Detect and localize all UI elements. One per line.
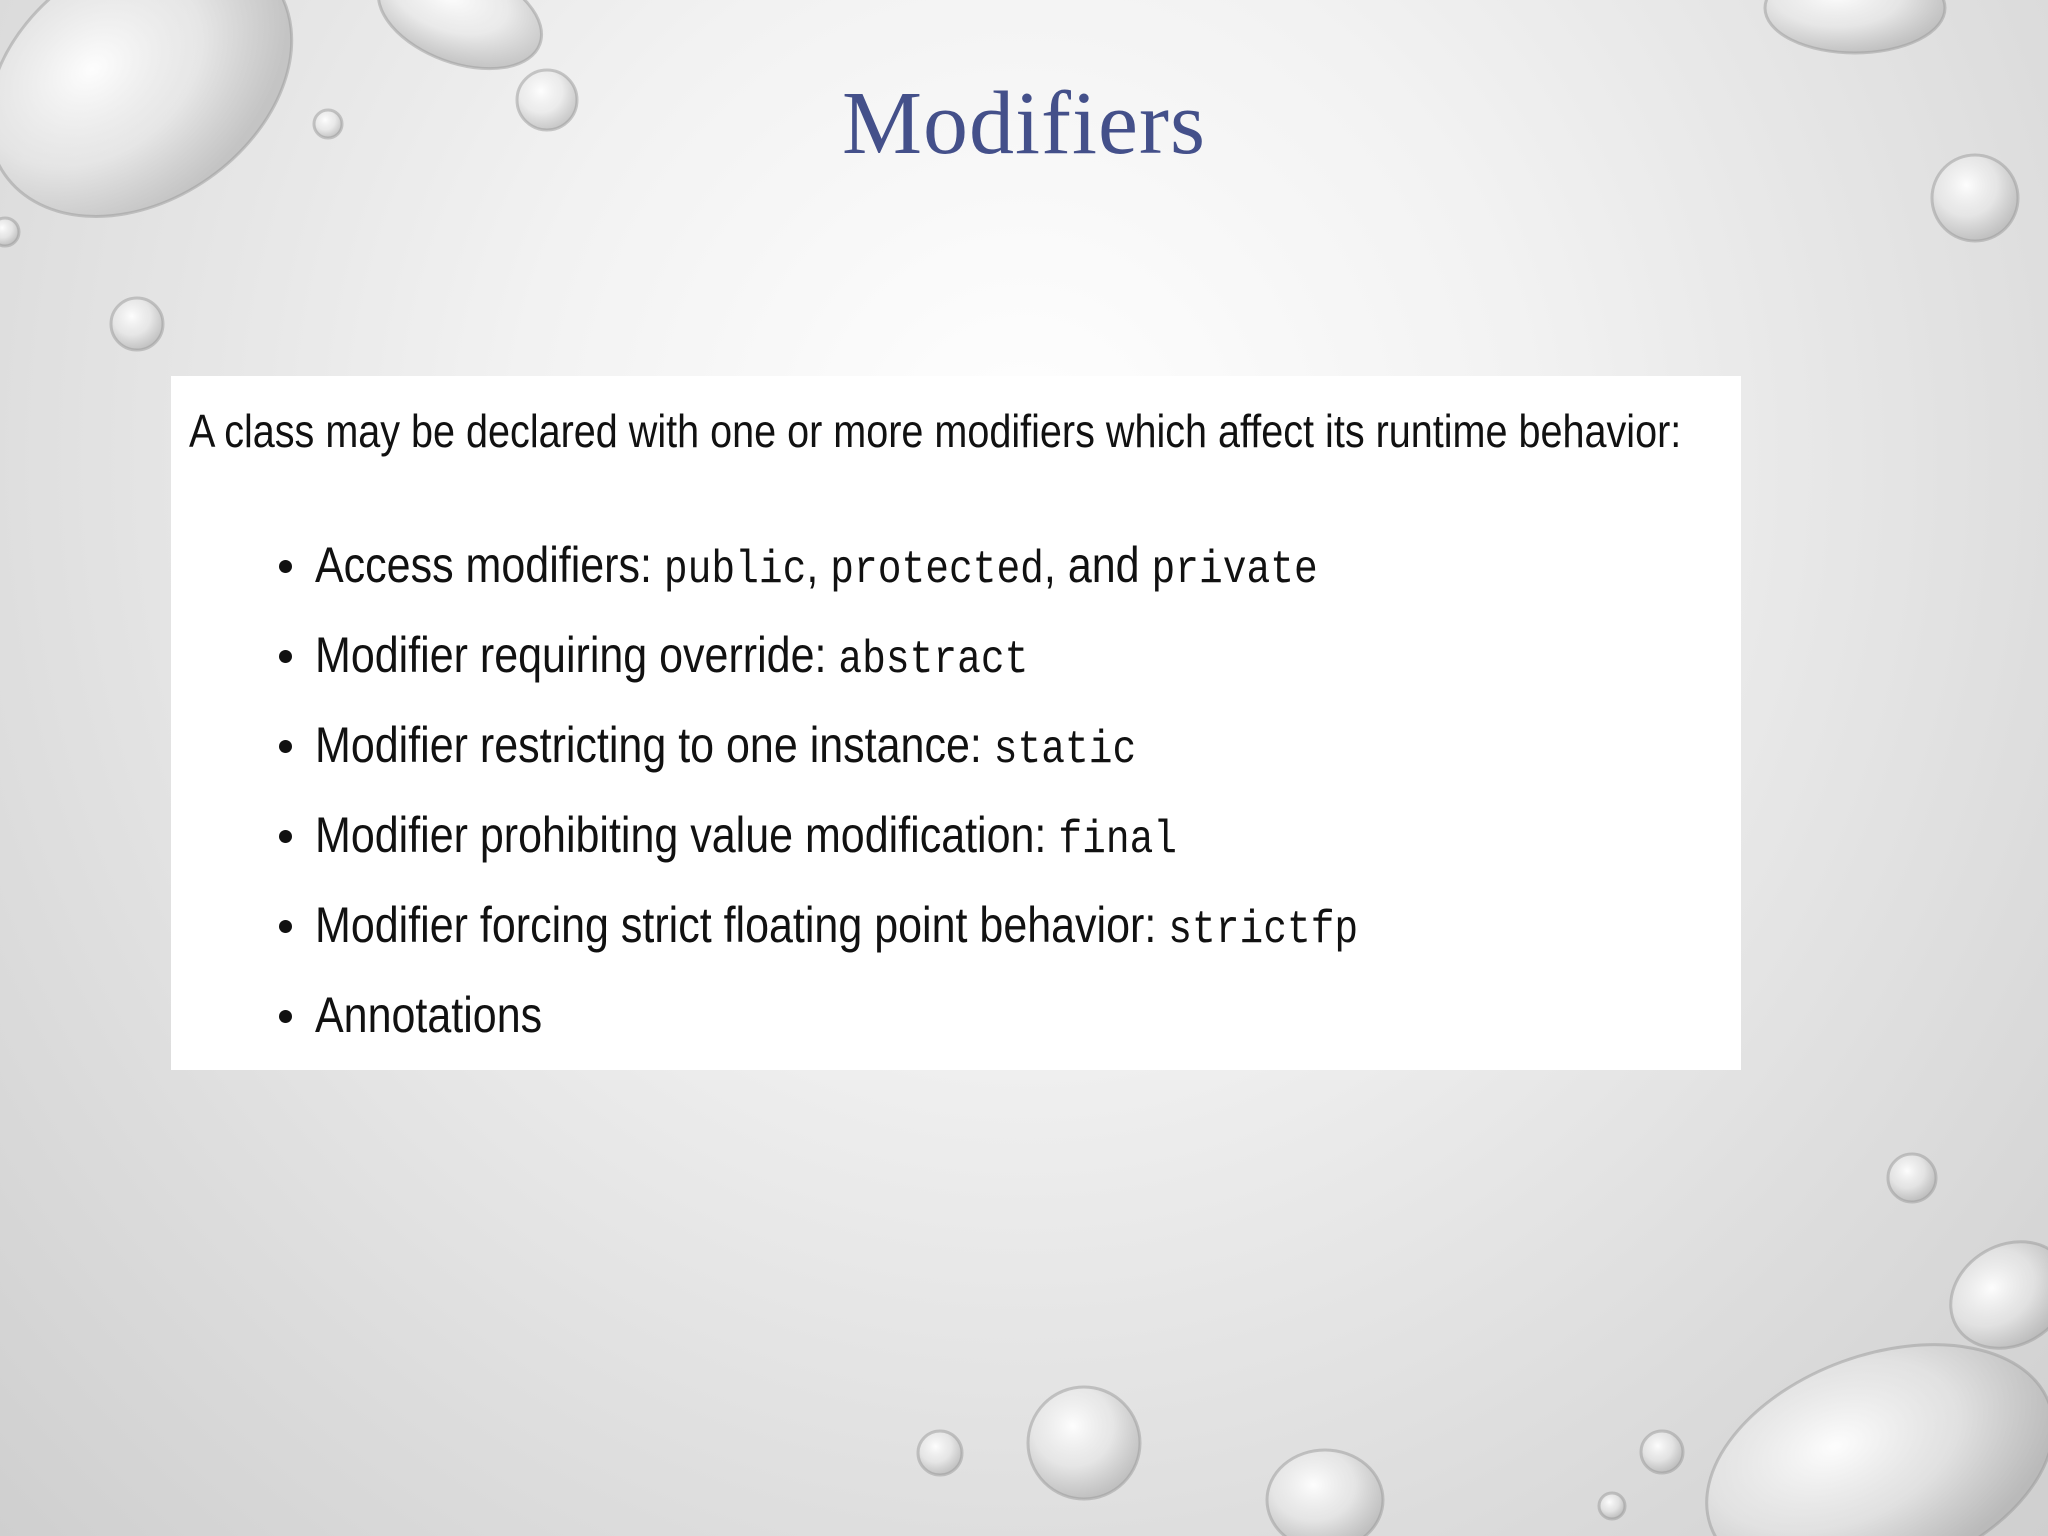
bullet-icon (279, 740, 292, 753)
water-drop (0, 218, 19, 246)
code-keyword: final (1058, 814, 1178, 866)
water-drop (111, 298, 163, 350)
slide-title: Modifiers (842, 74, 1206, 173)
bullet-icon (279, 1010, 292, 1023)
item-label: Modifier forcing strict floating point behavior: (315, 897, 1157, 953)
water-drop (1599, 1493, 1625, 1519)
water-drop (1931, 1221, 2048, 1370)
content-image-box (171, 376, 1741, 1070)
list-item-text (315, 896, 1358, 956)
bullet-icon (279, 920, 292, 933)
bullet-icon (279, 830, 292, 843)
list-item-text (315, 626, 1028, 686)
code-keyword: strictfp (1168, 904, 1359, 956)
list-item-text (315, 986, 542, 1044)
list-item-text (315, 536, 1318, 596)
item-label: Modifier prohibiting value modification: (315, 807, 1047, 863)
item-label: Modifier restricting to one instance: (315, 717, 982, 773)
separator-text: , and (1043, 537, 1140, 593)
code-keyword: abstract (838, 634, 1029, 686)
water-drop (918, 1431, 962, 1475)
bullet-icon (279, 560, 292, 573)
separator-text: , (806, 537, 819, 593)
code-keyword: static (993, 724, 1137, 776)
intro-text: A class may be declared with one or more modifiers which affect its runtime behavior: (189, 405, 1682, 457)
code-keyword: public (663, 544, 807, 596)
water-drop (1641, 1431, 1683, 1473)
item-label: Annotations (315, 987, 543, 1043)
item-label: Modifier requiring override: (315, 627, 827, 683)
list-item-text (315, 716, 1136, 776)
water-drop (1765, 0, 1945, 53)
item-label: Access modifiers: (315, 537, 652, 593)
water-drop (1888, 1154, 1936, 1202)
water-drop (1267, 1450, 1383, 1536)
water-drop (1028, 1387, 1140, 1499)
bullet-icon (279, 650, 292, 663)
list-item-text (315, 806, 1177, 866)
code-keyword: protected (830, 544, 1044, 596)
code-keyword: private (1151, 544, 1318, 596)
water-drop (1673, 1300, 2048, 1536)
